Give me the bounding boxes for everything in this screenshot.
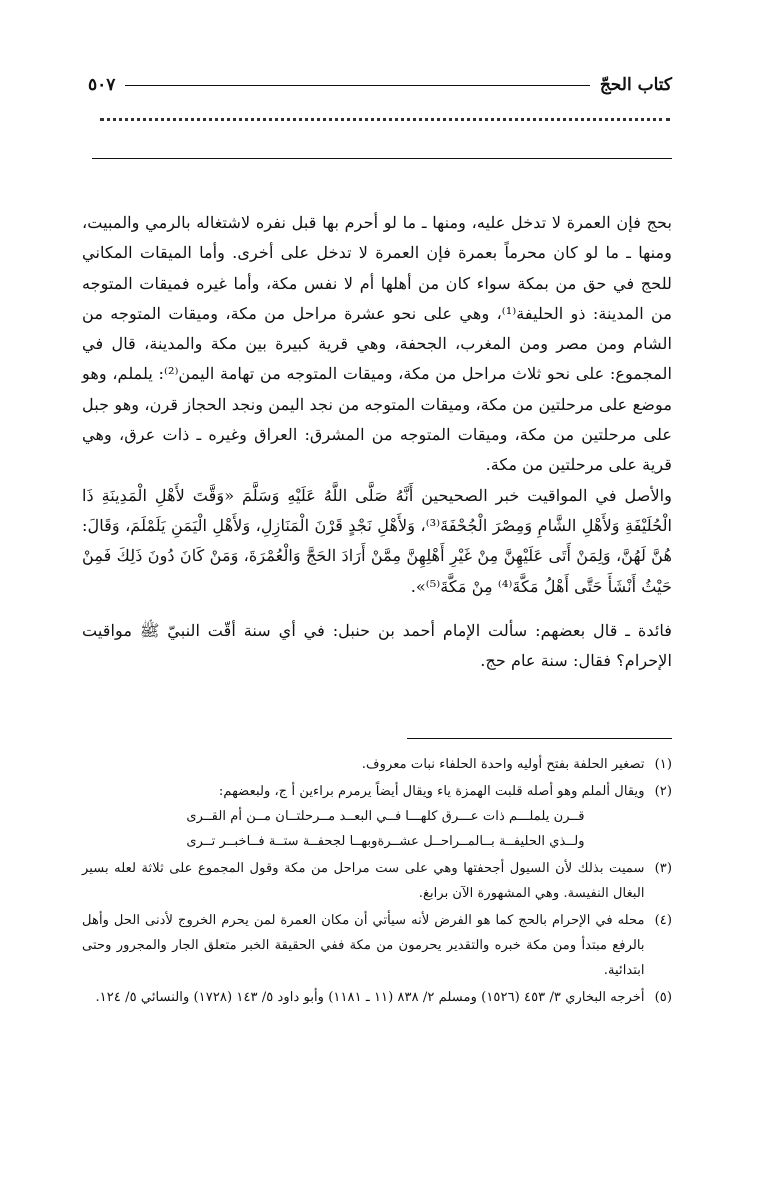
footnote-text: محله في الإحرام بالحج كما هو الفرض لأنه سيأتي أن مكان العمرة لمن يحرم الخروج لأدنى الحل وأهل بالرفع مبتدأ ومن مكة خبره والتقدير يحرمون من مكة ففي الحقيقة الخبر متعلق الجار والمجرور وحتى ابتدائية. [82,913,645,978]
footnote-number: (٥) [654,990,672,1005]
footnotes [82,752,672,1012]
verse-line [66,829,644,854]
paragraph: بحج فإن العمرة لا تدخل عليه، ومنها ـ ما لو أحرم بها قبل نفره لاشتغاله بالرمي والمبيت، ومنها ـ ما لو كان محرماً بعمرة فإن العمرة لا تدخل على أخرى. وأما الميقات المكاني للحج في حق من بمكة سواء كان من أهلها أم لا نفس مكة، وأما غيره فميقات المتوجه من المدينة: ذو الحليفة⁽¹⁾، وهي على نحو عشرة مراحل من مكة، وميقات المتوجه من الشام ومن مصر ومن المغرب، الجحفة، وهي قرية كبيرة بين مكة والمدينة، قال في المجموع: على نحو ثلاث مراحل من مكة، وميقات المتوجه من تهامة اليمن⁽²⁾: يلملم، وهو موضع على مرحلتين من مكة، وميقات المتوجه من نجد اليمن ونجد الحجاز قرن، وهو جبل على مرحلتين من مكة، وميقات المتوجه من المشرق: العراق وغيره ـ ذات عرق، وهي قرية على مرحلتين من مكة. [82,213,672,475]
main-text [82,208,672,676]
header-rule [125,85,589,86]
paragraph-gap [82,602,672,616]
footnote [82,985,672,1010]
footnote-number: (٢) [654,784,672,799]
footnote-number: (٣) [654,861,672,876]
footnote-body [66,779,644,854]
footnote-number: (٤) [654,913,672,928]
verse-line [66,804,644,829]
footnote-number: (١) [654,757,672,772]
verse-hemistich: وبهــا لجحفــة ستــة فــاخبــر تــرى [186,834,378,849]
footnote [82,752,672,777]
benefit-paragraph: فائدة ـ قال بعضهم: سألت الإمام أحمد بن حنبل: في أي سنة أقّت النبيّ ﷺ مواقيت الإحرام؟ فقال: سنة عام حج. [82,620,672,671]
footnote-text: أخرجه البخاري ٣/ ٤٥٣ (١٥٢٦) ومسلم ٢/ ٨٣٨ (١١ ـ ١١٨١) وأبو داود ٥/ ١٤٣ (١٧٢٨) والنسائي ٥/ ١٢٤. [95,990,645,1005]
running-header [88,70,672,100]
footnote-text: سميت بذلك لأن السيول أجحفتها وهي على ست مراحل من مكة وقول المجموع على ثلاثة لعله بسير البغال النفيسة. وهي المشهورة الآن برابغ. [82,861,645,901]
dotted-separator [100,118,670,137]
footnote-rule [407,738,672,739]
verse-hemistich: قــرن يلملـــم ذات عـــرق كلهـــا [405,809,585,824]
verse-hemistich: فــي البعــد مــرحلتــان مــن أم القــرى [186,809,402,824]
chapter-title: كتاب الحجّ [599,75,672,95]
verse-hemistich: ولــذي الحليفــة بــالمــراحــل عشــرة [377,834,585,849]
footnote-text: تصغير الحلفة بفتح أوليه واحدة الحلفاء نبات معروف. [361,757,645,772]
footnote [82,856,672,906]
page-number: ٥٠٧ [88,75,116,95]
footnote [82,779,672,854]
top-rule [92,158,672,159]
footnote [82,908,672,983]
hadith-paragraph: والأصل في المواقيت خبر الصحيحين أَنَّهُ صَلَّى اللَّهُ عَلَيْهِ وَسَلَّمَ «وَقَّتَ لأَهْلِ الْمَدِينَةِ ذَا الْحُلَيْفَةِ وَلأَهْلِ الشَّامِ وَمِصْرَ الْجُحْفَةَ⁽³⁾، وَلأَهْلِ نَجْدٍ قَرْنَ الْمَنَازِلِ، وَلأَهْلِ الْيَمَنِ يَلَمْلَمَ، وَقَالَ: هُنَّ لَهُنَّ، وَلِمَنْ أَتَى عَلَيْهِنَّ مِنْ غَيْرِ أَهْلِهِنَّ مِمَّنْ أَرَادَ الحَجَّ وَالْعُمْرَةَ، وَمَنْ كَانَ دُونَ ذَلِكَ فَمِنْ حَيْثُ أَنْشَأَ حَتَّى أَهْلُ مَكَّةَ⁽⁴⁾ مِنْ مَكَّةَ⁽⁵⁾». [82,485,672,596]
footnote-text: ويقال ألملم وهو أصله قلبت الهمزة ياء ويقال أيضاً يرمرم براءين أ ج، ولبعضهم: [218,784,645,799]
